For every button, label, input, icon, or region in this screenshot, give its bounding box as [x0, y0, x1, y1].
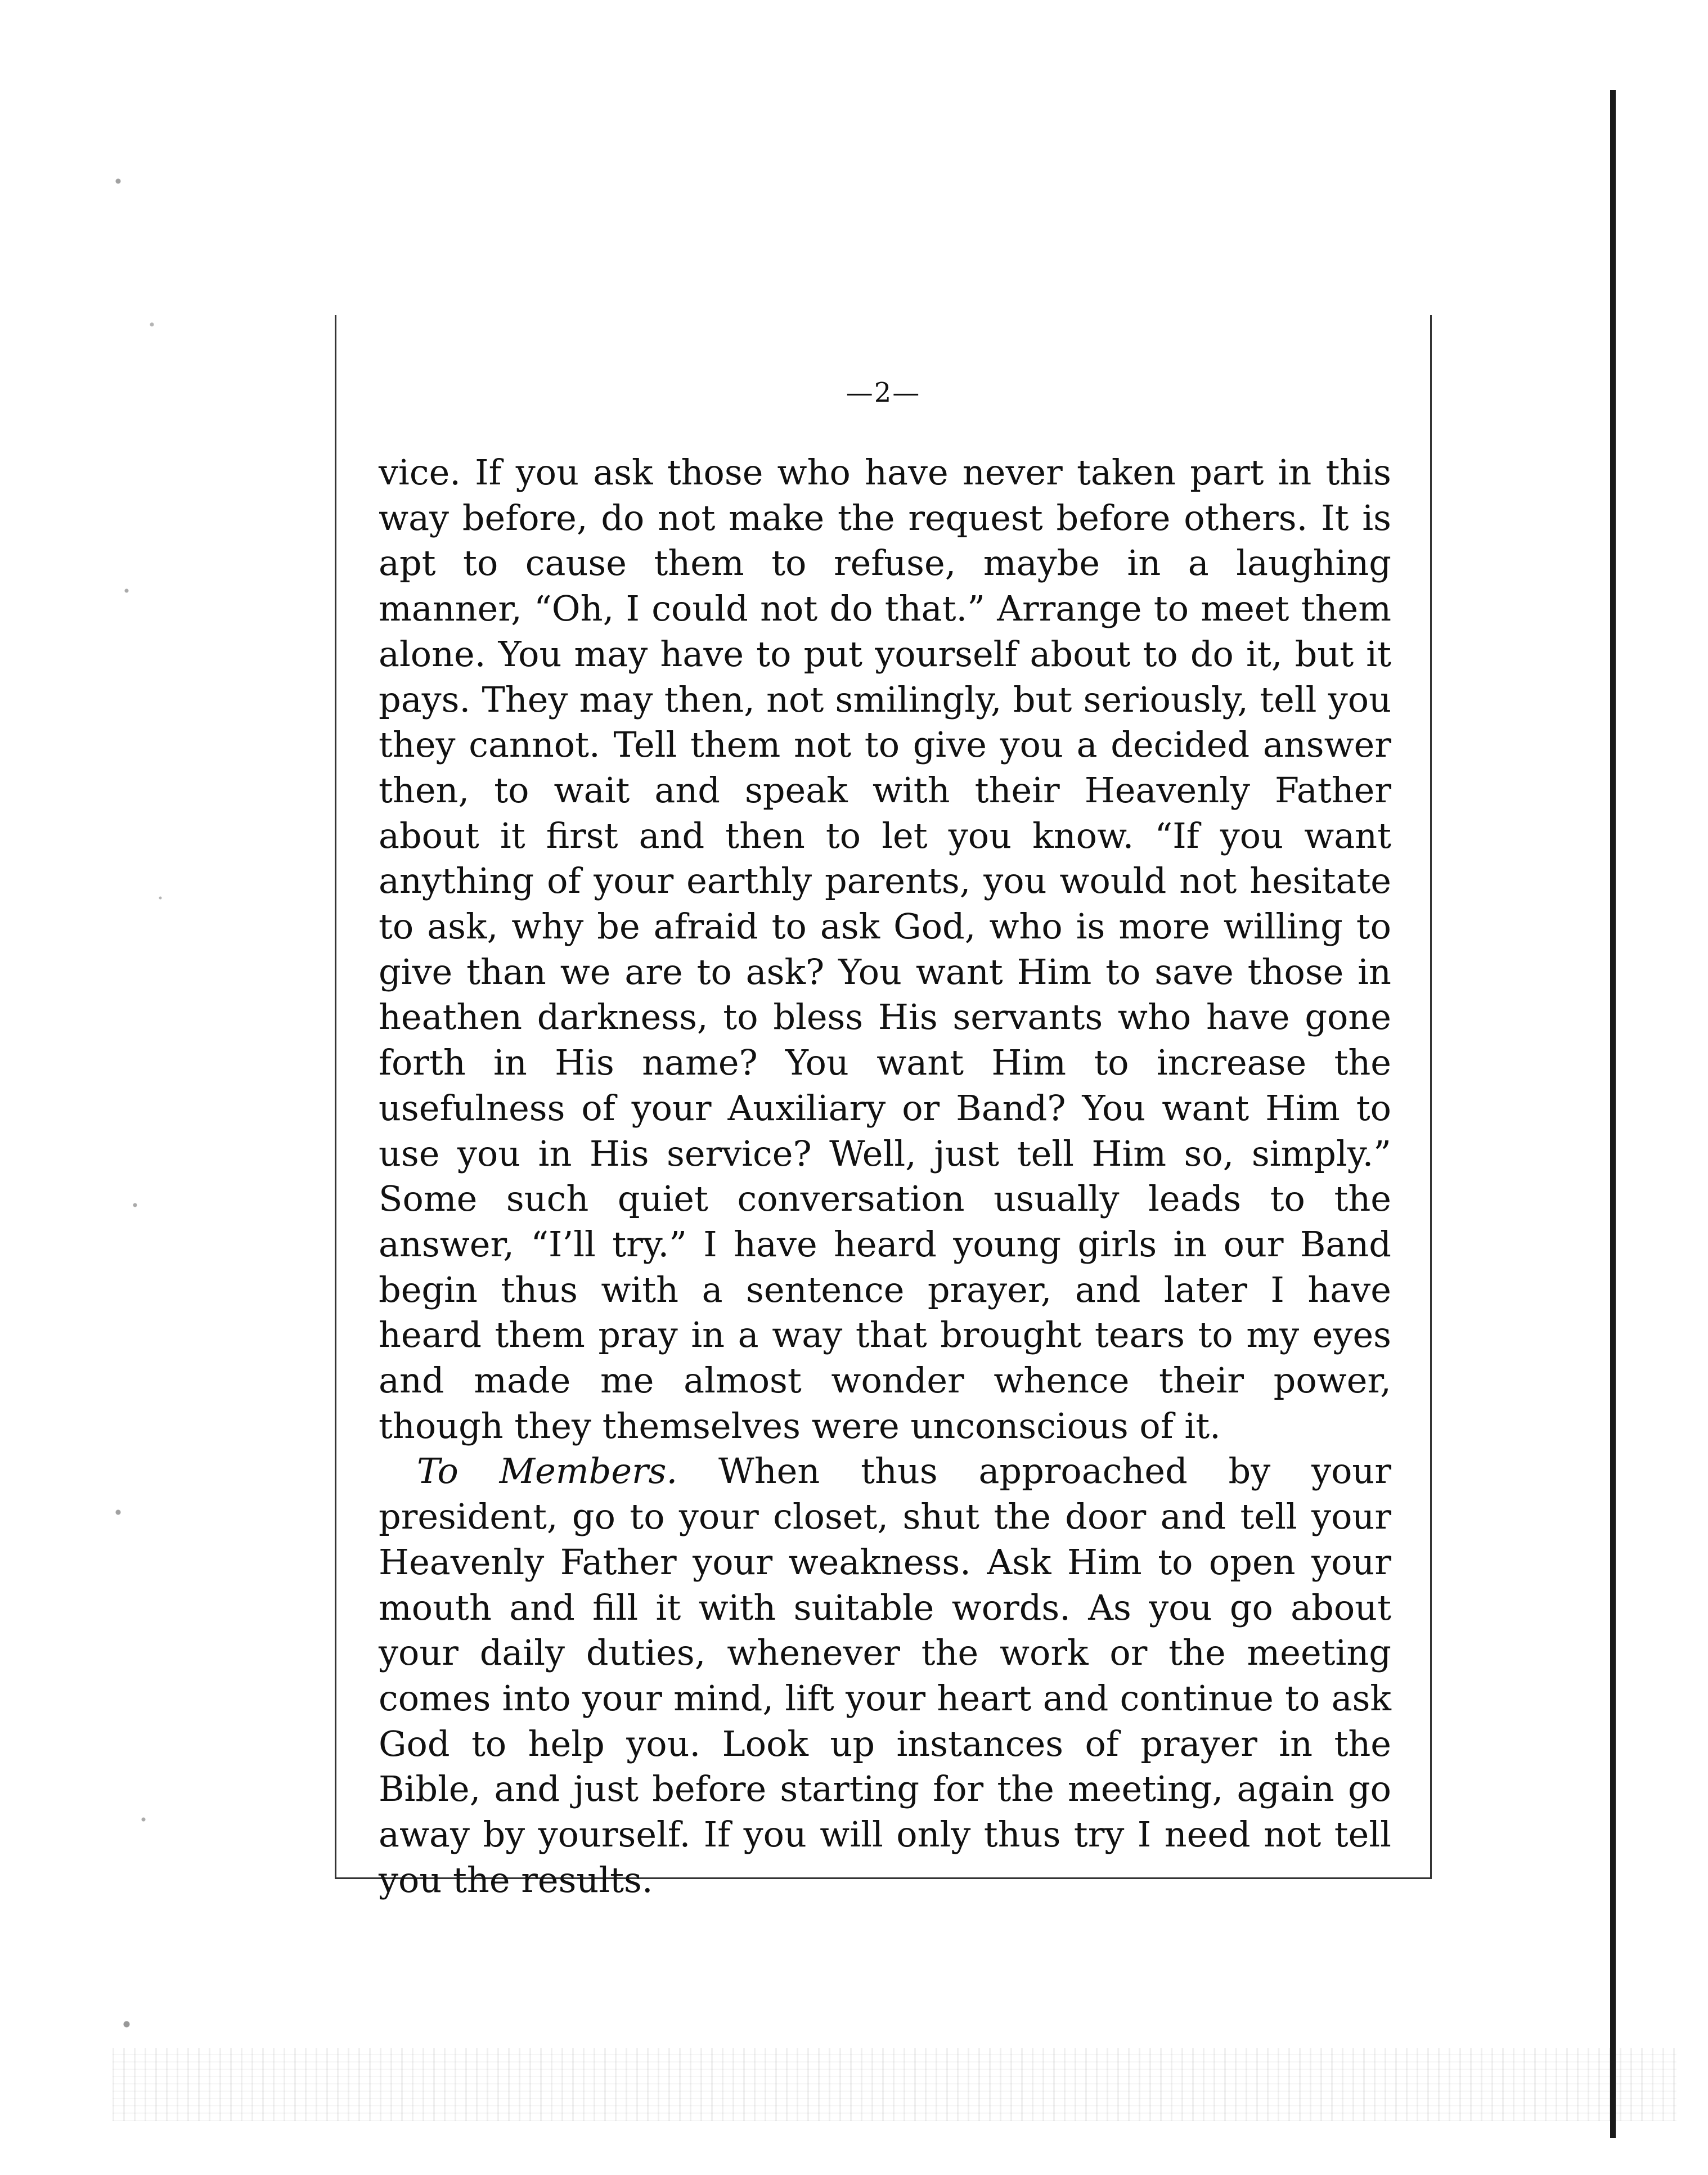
text-frame: [335, 315, 1432, 1900]
paragraph-1-text: vice. If you ask those who have never taken part in this way before, do not make the request before others. It is apt to cause them to refuse, maybe in a laughing manner, “Oh, I could not do that.” Arrange to meet them alone. You may have to put yourself about to do it, but it pays. They may then, not smilingly, but seriously, tell you they cannot. Tell them not to give you a decided answer then, to wait and speak with their Heavenly Father about it first and then to let you know. “If you want anything of your earthly parents, you would not hesitate to ask, why be afraid to ask God, who is more willing to give than we are to ask? You want Him to save those in heathen darkness, to bless His servants who have gone forth in His name? You want Him to increase the usefulness of your Auxiliary or Band? You want Him to use you in His service? Well, just tell Him so, simply.” Some such quiet conversation usually leads to the answer, “I’ll try.” I have heard young girls in our Band begin thus with a sentence prayer, and later I have heard them pray in a way that brought tears to my eyes and made me almost wonder whence their power, though they themselves were unconscious of it.: [379, 452, 1391, 1446]
paragraph-2: [379, 1449, 1391, 1903]
section-lead-in: To Members.: [417, 1450, 678, 1492]
body-text: [379, 450, 1391, 1903]
paragraph-1: [379, 450, 1391, 1449]
page-edge-line: [1610, 90, 1616, 2138]
scan-noise-left-margin: [101, 79, 186, 2127]
scan-noise-bottom-margin: [113, 2048, 1676, 2121]
paragraph-2-text: When thus approached by your president, go to your closet, shut the door and tell your Heavenly Father your weakness. Ask Him to open your mouth and fill it with suitable words. As you go about your daily duties, whenever the work or the meeting comes into your mind, lift your heart and continue to ask God to help you. Look up instances of prayer in the Bible, and just before starting for the meeting, again go away by yourself. If you will only thus try I need not tell you the results.: [379, 1450, 1391, 1900]
page-number: —2—: [846, 377, 921, 408]
